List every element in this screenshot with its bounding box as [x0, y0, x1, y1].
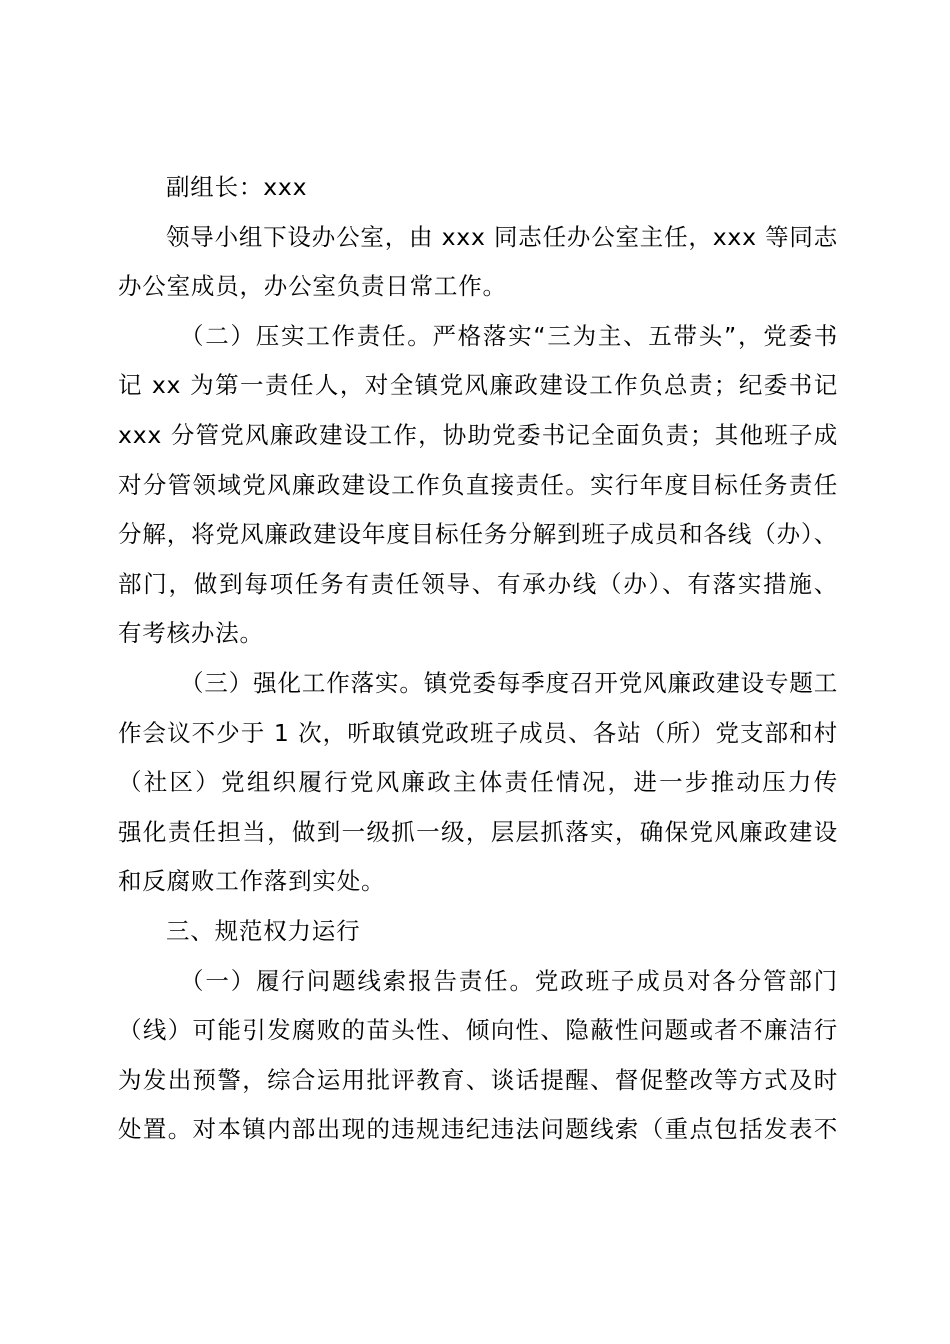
section-heading: 三、规范权力运行 — [166, 916, 361, 945]
document-body — [118, 163, 838, 1155]
text-line: 有考核办法。 — [118, 619, 264, 648]
text-line: （一）履行问题线索报告责任。党政班子成员对各分管部门 — [180, 966, 838, 995]
text-line: xxx 分管党风廉政建设工作，协助党委书记全面负责；其他班子成 — [118, 420, 838, 449]
text-line: 领导小组下设办公室，由 xxx 同志任办公室主任，xxx 等同志 — [166, 222, 838, 251]
text-line: （二）压实工作责任。严格落实“三为主、五带头”，党委书 — [180, 321, 838, 350]
text-line: 部门，做到每项任务有责任领导、有承办线（办）、有落实措施、 — [118, 569, 838, 598]
text-line: （社区）党组织履行党风廉政主体责任情况，进一步推动压力传 — [118, 768, 838, 797]
text-line: 记 xx 为第一责任人，对全镇党风廉政建设工作负总责；纪委书记 — [118, 371, 838, 400]
text-line: 对分管领域党风廉政建设工作负直接责任。实行年度目标任务责任 — [118, 470, 838, 499]
text-line: 强化责任担当，做到一级抓一级，层层抓落实，确保党风廉政建设 — [118, 817, 838, 846]
text-line: 作会议不少于 1 次，听取镇党政班子成员、各站（所）党支部和村 — [118, 718, 838, 747]
text-line: 分解，将党风廉政建设年度目标任务分解到班子成员和各线（办）、 — [118, 520, 838, 549]
text-line: （三）强化工作落实。镇党委每季度召开党风廉政建设专题工 — [180, 668, 838, 697]
text-line: 办公室成员，办公室负责日常工作。 — [118, 272, 507, 301]
text-line: （线）可能引发腐败的苗头性、倾向性、隐蔽性问题或者不廉洁行 — [118, 1016, 838, 1045]
text-line: 处置。对本镇内部出现的违规违纪违法问题线索（重点包括发表不 — [118, 1115, 838, 1144]
text-line: 为发出预警，综合运用批评教育、谈话提醒、督促整改等方式及时 — [118, 1065, 838, 1094]
text-line: 和反腐败工作落到实处。 — [118, 867, 386, 896]
text-line: 副组长：xxx — [166, 173, 308, 201]
